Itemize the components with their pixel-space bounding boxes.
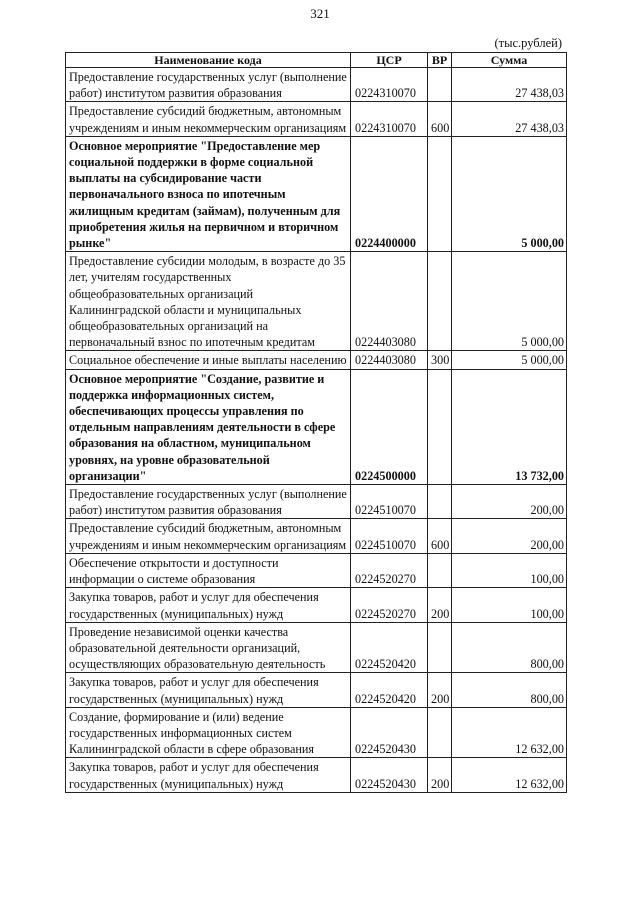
row-vr-cell [428,369,452,484]
row-vr-cell: 200 [428,588,452,622]
row-vr-cell: 300 [428,351,452,369]
table-row [66,68,567,102]
row-name-cell: Обеспечение открытости и доступности информации о системе образования [66,553,351,587]
row-csr-cell: 0224520420 [351,673,428,707]
table-row [66,351,567,369]
header-sum: Сумма [452,53,567,68]
row-name-cell: Предоставление государственных услуг (выполнение работ) институтом развития образования [66,68,351,102]
row-csr-cell: 0224520430 [351,707,428,758]
row-sum-cell: 13 732,00 [452,369,567,484]
row-name-cell: Социальное обеспечение и иные выплаты населению [66,351,351,369]
page-number: 321 [310,6,330,21]
row-name-cell: Основное мероприятие "Создание, развитие и поддержка информационных систем, обеспечивающих процессы управления по отдельным направлениям деятельности в сфере образования на областном, муниципальном уровнях, на уровне образовательной организации" [66,369,351,484]
row-name-cell: Предоставление субсидий бюджетным, автономным учреждениям и иным некоммерческим организациям [66,519,351,553]
row-sum-cell: 800,00 [452,673,567,707]
row-csr-cell: 0224510070 [351,519,428,553]
row-vr-cell: 200 [428,758,452,792]
row-csr-cell: 0224400000 [351,136,428,251]
row-csr-cell: 0224403080 [351,252,428,351]
row-csr-cell: 0224520420 [351,622,428,673]
row-sum-cell: 100,00 [452,588,567,622]
row-csr-cell: 0224500000 [351,369,428,484]
row-name-cell: Предоставление субсидий бюджетным, автономным учреждениям и иным некоммерческим организациям [66,102,351,136]
row-sum-cell: 12 632,00 [452,707,567,758]
row-vr-cell [428,252,452,351]
row-sum-cell: 100,00 [452,553,567,587]
row-name-cell: Закупка товаров, работ и услуг для обеспечения государственных (муниципальных) нужд [66,673,351,707]
row-name-cell: Предоставление субсидии молодым, в возрасте до 35 лет, учителям государственных общеобразовательных организаций Калининградской области и муниципальных общеобразовательных организаций на первоначальный взнос по ипотечным кредитам [66,252,351,351]
row-name-cell: Предоставление государственных услуг (выполнение работ) институтом развития образования [66,485,351,519]
row-sum-cell: 5 000,00 [452,136,567,251]
row-sum-cell: 5 000,00 [452,252,567,351]
header-csr: ЦСР [351,53,428,68]
row-vr-cell [428,136,452,251]
table-row [66,369,567,484]
row-csr-cell: 0224520270 [351,553,428,587]
units-label: (тыс.рублей) [494,36,562,50]
row-sum-cell: 200,00 [452,519,567,553]
header-vr: ВР [428,53,452,68]
table-row [66,519,567,553]
row-vr-cell: 600 [428,102,452,136]
table-row [66,673,567,707]
row-sum-cell: 27 438,03 [452,102,567,136]
table-row [66,252,567,351]
row-csr-cell: 0224520430 [351,758,428,792]
row-csr-cell: 0224520270 [351,588,428,622]
row-vr-cell: 200 [428,673,452,707]
row-vr-cell [428,485,452,519]
table-row [66,485,567,519]
table-row [66,758,567,792]
row-name-cell: Создание, формирование и (или) ведение государственных информационных систем Калининградской области в сфере образования [66,707,351,758]
row-csr-cell: 0224310070 [351,102,428,136]
row-sum-cell: 800,00 [452,622,567,673]
row-name-cell: Проведение независимой оценки качества образовательной деятельности организаций, осуществляющих образовательную деятельность [66,622,351,673]
row-name-cell: Основное мероприятие "Предоставление мер социальной поддержки в форме социальной выплаты на субсидирование части первоначального взноса по ипотечным жилищным кредитам (займам), полученным для приобретения жилья на первичном и вторичном рынке" [66,136,351,251]
row-sum-cell: 12 632,00 [452,758,567,792]
header-name: Наименование кода [66,53,351,68]
row-sum-cell: 27 438,03 [452,68,567,102]
row-csr-cell: 0224510070 [351,485,428,519]
table-row [66,588,567,622]
row-vr-cell: 600 [428,519,452,553]
row-csr-cell: 0224310070 [351,68,428,102]
row-vr-cell [428,553,452,587]
table-row [66,622,567,673]
row-vr-cell [428,68,452,102]
row-name-cell: Закупка товаров, работ и услуг для обеспечения государственных (муниципальных) нужд [66,758,351,792]
row-vr-cell [428,622,452,673]
row-csr-cell: 0224403080 [351,351,428,369]
row-name-cell: Закупка товаров, работ и услуг для обеспечения государственных (муниципальных) нужд [66,588,351,622]
table-row [66,553,567,587]
row-sum-cell: 5 000,00 [452,351,567,369]
row-sum-cell: 200,00 [452,485,567,519]
row-vr-cell [428,707,452,758]
table-header-row [66,53,567,68]
table-row [66,136,567,251]
budget-table [65,52,567,793]
table-row [66,707,567,758]
table-row [66,102,567,136]
